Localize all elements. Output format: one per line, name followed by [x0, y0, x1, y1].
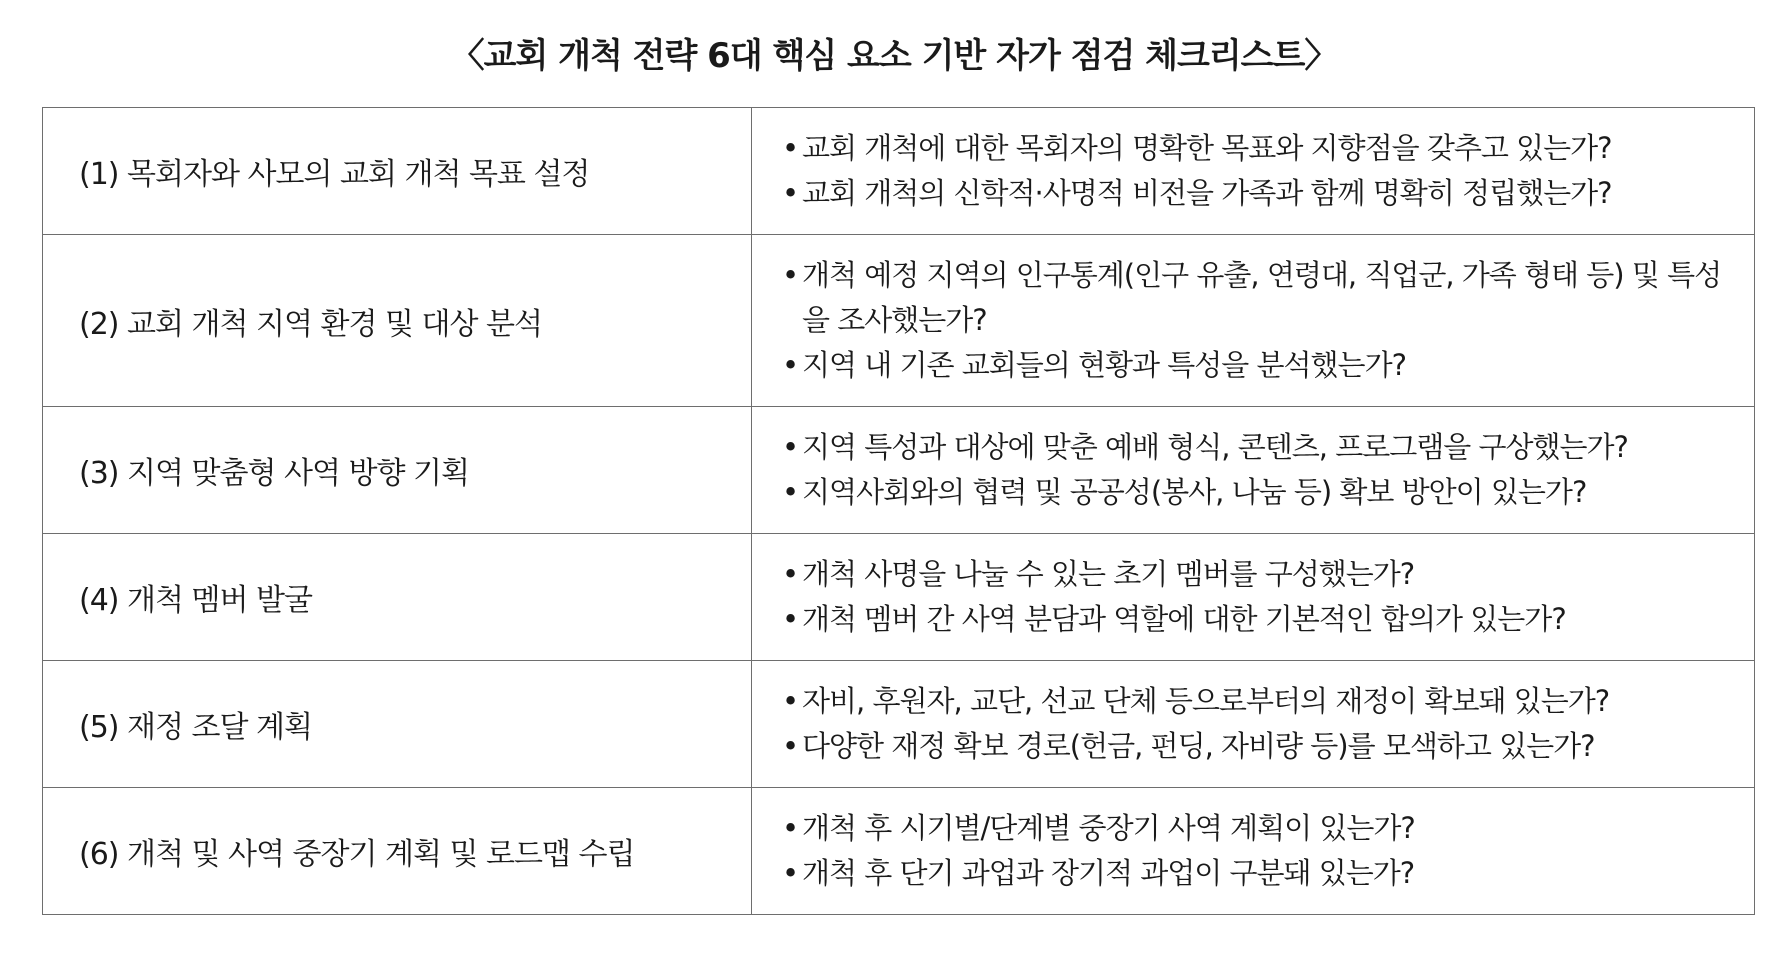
element-cell: (2) 교회 개척 지역 환경 및 대상 분석 — [43, 235, 752, 407]
table-row — [43, 407, 1755, 534]
questions-cell — [752, 788, 1755, 915]
question-item: • 다양한 재정 확보 경로(헌금, 펀딩, 자비량 등)를 모색하고 있는가? — [782, 724, 1740, 769]
checklist-title: 〈교회 개척 전략 6대 핵심 요소 기반 자가 점검 체크리스트〉 — [450, 36, 1338, 76]
table-row — [43, 661, 1755, 788]
question-item: • 자비, 후원자, 교단, 선교 단체 등으로부터의 재정이 확보돼 있는가? — [782, 679, 1740, 724]
question-item: • 지역 특성과 대상에 맞춘 예배 형식, 콘텐츠, 프로그램을 구상했는가? — [782, 425, 1740, 470]
question-item: • 교회 개척의 신학적·사명적 비전을 가족과 함께 명확히 정립했는가? — [782, 171, 1740, 216]
questions-cell — [752, 661, 1755, 788]
element-cell: (4) 개척 멤버 발굴 — [43, 534, 752, 661]
question-item: • 개척 사명을 나눌 수 있는 초기 멤버를 구성했는가? — [782, 552, 1740, 597]
question-item: • 개척 예정 지역의 인구통계(인구 유출, 연령대, 직업군, 가족 형태 등) 및 특성을 조사했는가? — [782, 253, 1740, 343]
element-cell: (5) 재정 조달 계획 — [43, 661, 752, 788]
table-row — [43, 108, 1755, 235]
questions-cell — [752, 407, 1755, 534]
element-cell: (3) 지역 맞춤형 사역 방향 기획 — [43, 407, 752, 534]
table-row — [43, 534, 1755, 661]
question-item: • 개척 후 시기별/단계별 중장기 사역 계획이 있는가? — [782, 806, 1740, 851]
table-row — [43, 235, 1755, 407]
question-item: • 지역 내 기존 교회들의 현황과 특성을 분석했는가? — [782, 343, 1740, 388]
question-item: • 교회 개척에 대한 목회자의 명확한 목표와 지향점을 갖추고 있는가? — [782, 126, 1740, 171]
checklist-table — [42, 107, 1755, 915]
element-cell: (1) 목회자와 사모의 교회 개척 목표 설정 — [43, 108, 752, 235]
questions-cell — [752, 235, 1755, 407]
questions-cell — [752, 108, 1755, 235]
table-row — [43, 788, 1755, 915]
element-cell: (6) 개척 및 사역 중장기 계획 및 로드맵 수립 — [43, 788, 752, 915]
question-item: • 개척 후 단기 과업과 장기적 과업이 구분돼 있는가? — [782, 851, 1740, 896]
question-item: • 개척 멤버 간 사역 분담과 역할에 대한 기본적인 합의가 있는가? — [782, 597, 1740, 642]
question-item: • 지역사회와의 협력 및 공공성(봉사, 나눔 등) 확보 방안이 있는가? — [782, 470, 1740, 515]
questions-cell — [752, 534, 1755, 661]
